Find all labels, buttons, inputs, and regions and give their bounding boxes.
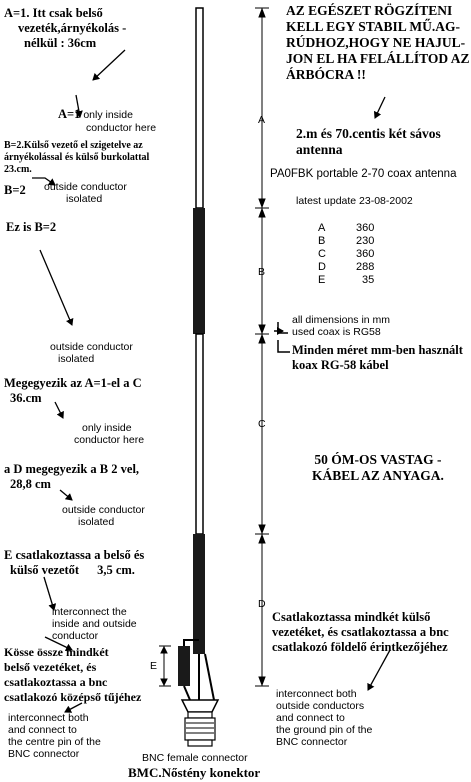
b2-again-note: Ez is B=2 <box>6 220 57 234</box>
connector-caption-hu: BMC.Nőstény konektor <box>128 765 261 780</box>
table-row: C 360 <box>318 248 375 260</box>
segment-label-b: B <box>258 266 266 278</box>
center-pin-note-hu: Kösse össze mindkét belső vezetéket, és csatlakoztassa a bnc csatlakozó középső tűjéhez <box>4 645 142 704</box>
antenna-hu-title: 2.m és 70.centis két sávos antenna <box>296 126 441 157</box>
connector-caption-en: BNC female connector <box>142 752 248 764</box>
ground-note-hu: Csatlakoztassa mindkét külső vezetéket, és csatlakoztassa a bnc csatlakozó földelő érintkezőjéhez <box>272 610 449 654</box>
dims-note-en: all dimensions in mm used coax is RG58 <box>292 314 391 338</box>
table-row: E 35 <box>318 274 375 286</box>
a1-note-hu: A=1. Itt csak belső vezeték,árnyékolás - nélkül : 36cm <box>4 6 127 50</box>
center-pin-note-en: interconnect both and connect to the centre pin of the BNC connector <box>8 712 101 760</box>
table-row: A 360 <box>318 222 375 234</box>
dims-note-hu: Minden méret mm-ben használt koax RG-58 kábel <box>292 343 463 372</box>
segment-label-d: D <box>258 598 266 610</box>
segment-e-block <box>178 646 190 686</box>
bnc-connector <box>182 700 218 746</box>
dimensions-table <box>318 222 374 287</box>
update-date: latest update 23-08-2002 <box>296 195 413 207</box>
table-row: D 288 <box>318 261 375 273</box>
b2-note-hu: B=2.Külső vezető el szigetelve az árnyékolással és külső burkolattal 23.cm. <box>4 140 150 175</box>
c-note-en: only inside conductor here <box>74 422 145 446</box>
segment-label-a: A <box>258 114 266 126</box>
b2-note-en-2: outside conductor isolated <box>50 341 133 365</box>
table-row: B 230 <box>318 235 375 247</box>
e-note-en: interconnect the inside and outside conductor <box>52 606 137 642</box>
c-note-hu: Megegyezik az A=1-el a C 36.cm <box>4 376 142 405</box>
dimension-e <box>159 646 171 686</box>
segment-c-inner-conductor <box>196 334 203 534</box>
a1-note-en: A=1 only inside conductor here <box>58 107 157 134</box>
segment-d-outer-conductor <box>193 534 205 654</box>
e-note-hu: E csatlakoztassa a belső és külső vezetőt 3,5 cm. <box>4 548 145 577</box>
dimension-line <box>255 8 269 686</box>
antenna-name: PA0FBK portable 2-70 coax antenna <box>270 168 457 180</box>
header-title: AZ EGÉSZET RÖGZÍTENI KELL EGY STABIL MŰ.AG- RÚDHOZ,HOGY NE HAJUL- JON EL HA FELÁLLÍTOD AZ ÁRBÓCRA !! <box>286 3 470 82</box>
d-note-en: outside conductor isolated <box>62 504 145 528</box>
segment-label-e: E <box>150 660 158 672</box>
b2-label: B=2 <box>4 183 26 197</box>
segment-a-inner-conductor <box>196 8 203 208</box>
cable-note-hu: 50 ÓM-OS VASTAG - KÁBEL AZ ANYAGA. <box>312 452 444 483</box>
b2-note-en: outside conductor isolated <box>44 181 127 205</box>
segment-label-c: C <box>258 418 266 430</box>
d-note-hu: a D megegyezik a B 2 vel, 28,8 cm <box>4 462 140 491</box>
segment-b-outer-conductor <box>193 208 205 334</box>
ground-note-en: interconnect both outside conductors and connect to the ground pin of the BNC connector <box>276 688 373 748</box>
